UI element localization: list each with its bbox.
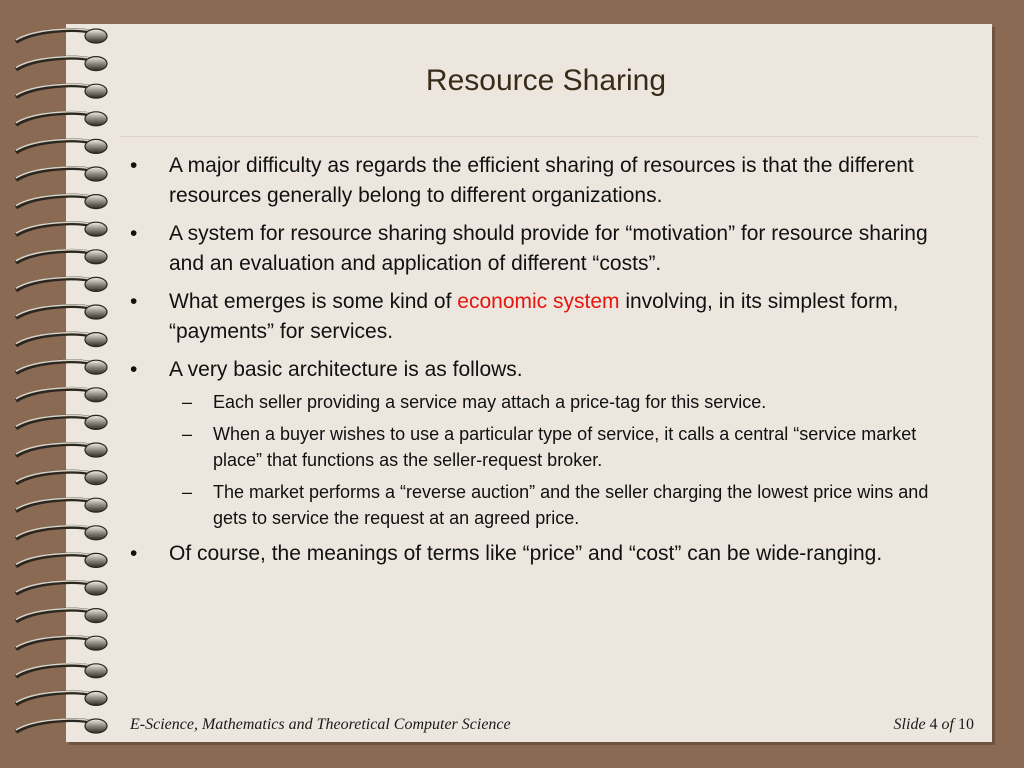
bullet-text-after: involving, in its simplest form, “payments” for services. — [169, 290, 899, 343]
spiral-ring-icon — [16, 333, 107, 347]
spiral-ring-icon — [16, 139, 107, 153]
spiral-ring-icon — [16, 526, 107, 540]
sub-bullet-text: Each seller providing a service may attach a price-tag for this service. — [213, 392, 767, 412]
spiral-ring-icon — [16, 167, 107, 181]
slide-word: Slide — [893, 716, 926, 733]
spiral-ring-icon — [16, 84, 107, 98]
spiral-ring-icon — [16, 29, 107, 43]
spiral-ring-icon — [16, 112, 107, 126]
spiral-ring-icon — [16, 581, 107, 595]
spiral-ring-icon — [16, 664, 107, 678]
spiral-ring-icon — [16, 553, 107, 567]
spiral-ring-icon — [16, 57, 107, 71]
spiral-ring-icon — [16, 498, 107, 512]
bullet-marker: • — [130, 542, 138, 565]
bullet-text: A very basic architecture is as follows. — [169, 358, 523, 381]
spiral-ring-icon — [16, 443, 107, 457]
spiral-ring-icon — [16, 222, 107, 236]
bullet-item — [128, 219, 960, 279]
spiral-ring-icon — [16, 195, 107, 209]
sub-bullet-marker: – — [182, 424, 193, 444]
bullet-marker: • — [130, 222, 138, 245]
spiral-ring-icon — [16, 471, 107, 485]
bullet-text-before: What emerges is some kind of — [169, 290, 458, 313]
sub-bullet-item — [128, 389, 960, 415]
bullet-text: A system for resource sharing should provide for “motivation” for resource sharing and an evaluation and application of different “costs”. — [169, 222, 928, 275]
title-divider — [120, 136, 978, 137]
sub-bullet-item — [128, 421, 960, 473]
spiral-ring-icon — [16, 415, 107, 429]
bullet-item — [128, 355, 960, 531]
spiral-ring-icon — [16, 719, 107, 733]
slide-total: 10 — [958, 716, 974, 733]
sub-bullet-marker: – — [182, 482, 193, 502]
spiral-ring-icon — [16, 250, 107, 264]
spiral-ring-icon — [16, 305, 107, 319]
bullet-text: A major difficulty as regards the efficient sharing of resources is that the different resources generally belong to different organizations. — [169, 154, 914, 207]
bullet-text: Of course, the meanings of terms like “price” and “cost” can be wide-ranging. — [169, 542, 883, 565]
bullet-item — [128, 287, 960, 347]
spiral-rings-icon — [14, 28, 114, 748]
spiral-ring-icon — [16, 277, 107, 291]
bullet-marker: • — [130, 154, 138, 177]
slide-title: Resource Sharing — [425, 64, 667, 97]
footer-course-title: E-Science, Mathematics and Theoretical Computer Science — [130, 716, 511, 733]
spiral-ring-icon — [16, 388, 107, 402]
bullet-marker: • — [130, 290, 138, 313]
spiral-ring-icon — [16, 609, 107, 623]
slide-counter — [894, 716, 974, 734]
sub-bullet-marker: – — [182, 392, 193, 412]
sub-bullet-text: When a buyer wishes to use a particular type of service, it calls a central “service market place” that functions as the seller-request broker. — [213, 424, 917, 470]
sub-bullet-text: The market performs a “reverse auction” and the seller charging the lowest price wins and gets to service the request at an agreed price. — [213, 482, 929, 528]
slide-number: 4 — [929, 716, 938, 733]
bullet-item — [128, 151, 960, 211]
bullet-item — [128, 539, 960, 569]
bullet-marker: • — [130, 358, 138, 381]
of-word: of — [941, 716, 954, 733]
sub-bullet-list — [128, 389, 960, 531]
spiral-ring-icon — [16, 691, 107, 705]
bullet-list — [128, 151, 960, 577]
spiral-ring-icon — [16, 360, 107, 374]
sub-bullet-item — [128, 479, 960, 531]
highlight-text: economic system — [457, 290, 620, 313]
spiral-ring-icon — [16, 636, 107, 650]
